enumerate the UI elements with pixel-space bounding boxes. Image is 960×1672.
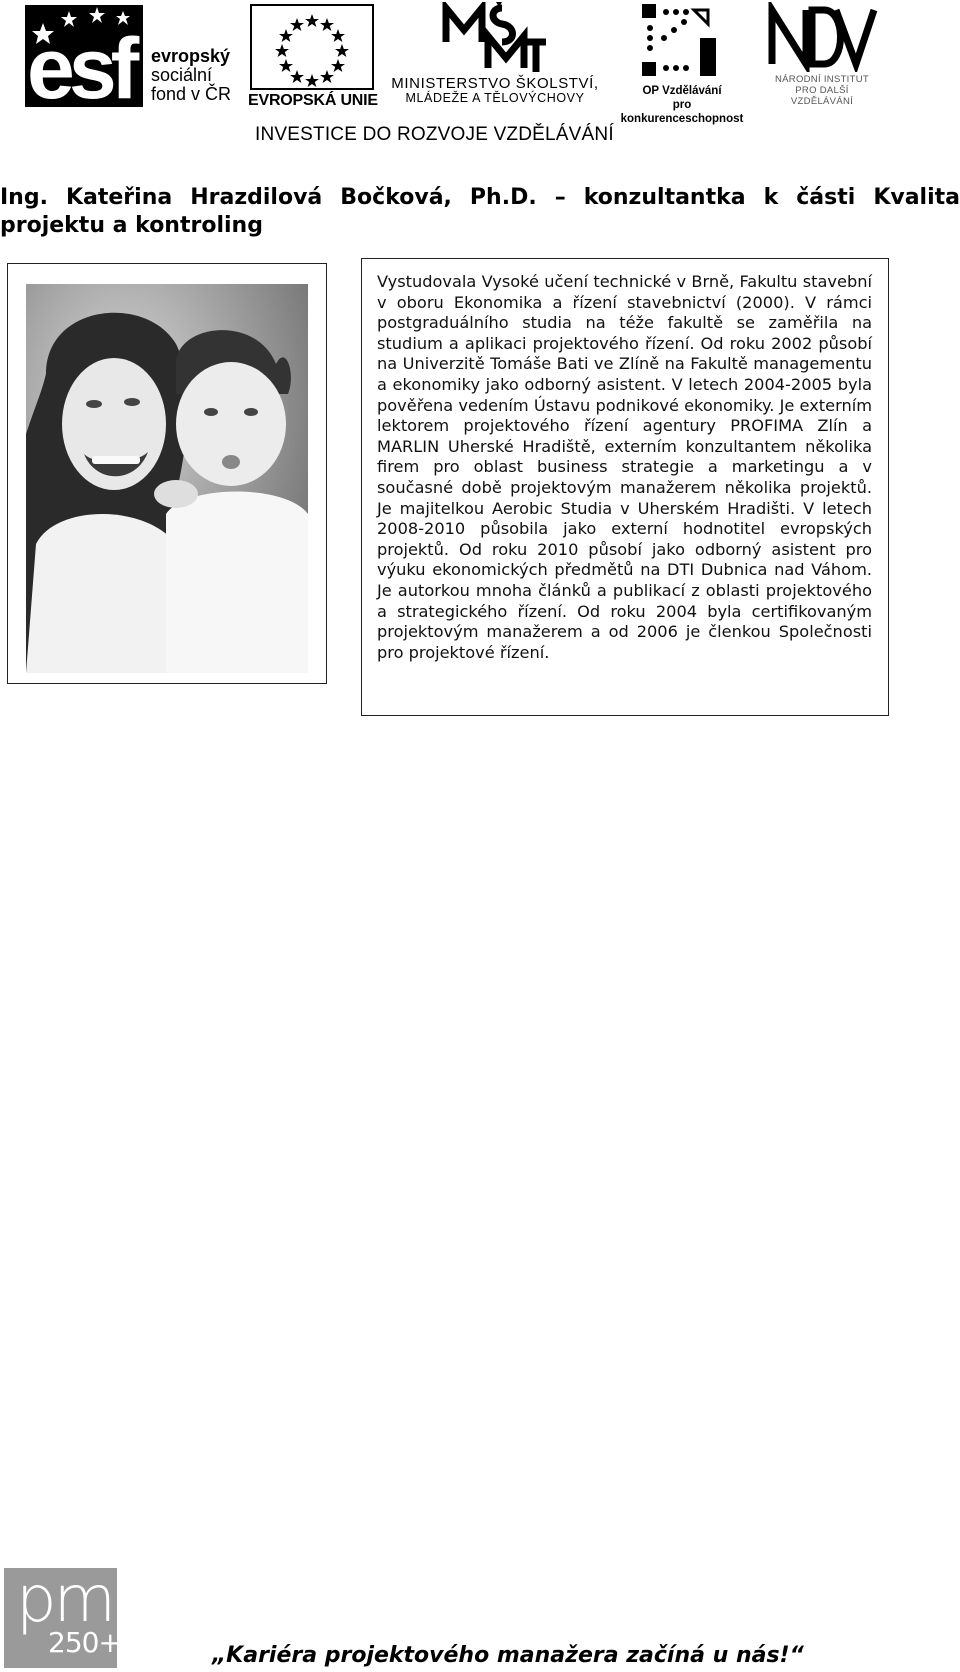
- esf-line-1: evropský: [151, 46, 231, 66]
- msmt-text: [385, 76, 605, 106]
- esf-line-3: fond v ČR: [151, 84, 232, 104]
- footer-motto: „Kariéra projektového manažera začíná u nás!“: [212, 1643, 804, 1668]
- page-title: Ing. Kateřina Hrazdilová Bočková, Ph.D. – konzultantka k části Kvalita projektu a kontroling: [0, 185, 960, 238]
- op-line-1: OP Vzdělávání: [642, 85, 722, 97]
- bio-text: Vystudovala Vysoké učení technické v Brně, Fakultu stavební v oboru Ekonomika a řízení stavebnictví (2000). V rámci postgraduálního studia na téže fakultě se zaměřila na studium a aplikaci projektového řízení. Od roku 2002 působí na Univerzitě Tomáše Bati ve Zlíně na Fakultě managementu a ekonomiky jako odborný asistent. V letech 2004-2005 byla pověřena vedením Ústavu podnikové ekonomiky. Je externím lektorem projektového řízení agentury PROFIMA Zlín a MARLIN Uherské Hradiště, externím konzultantem několika firem pro oblast business strategie a marketingu a v současné době projektovým manažerem několika projektů. Je majitelkou Aerobic Studia v Uherském Hradišti. V letech 2008-2010 působila jako externí hodnotitel evropských projektů. Od roku 2010 působí jako odborný asistent pro výuku ekonomických předmětů na DTI Dubnica nad Váhom. Je autorkou mnoha článků a publikací z oblasti projektového a strategického řízení. Od roku 2004 byla certifikovaným projektovým manažerem a od 2006 je členkou Společnosti pro projektové řízení.: [377, 272, 872, 662]
- nidv-mark-icon: [766, 2, 878, 72]
- msmt-line-1: MINISTERSTVO ŠKOLSTVÍ,: [391, 75, 599, 92]
- portrait-photo: [26, 284, 308, 673]
- photo-frame: [7, 263, 327, 684]
- msmt-logo: [385, 2, 605, 108]
- portrait-image: [26, 284, 308, 673]
- esf-line-2: sociální: [151, 65, 213, 85]
- op-line-2: pro konkurenceschopnost: [620, 99, 744, 125]
- esf-letters: esf: [27, 21, 134, 117]
- op-mark-icon: [642, 4, 718, 78]
- eu-label: EVROPSKÁ UNIE: [248, 92, 378, 109]
- msmt-mark-icon: [440, 2, 550, 74]
- op-text: [612, 84, 752, 126]
- op-logo: [612, 4, 752, 125]
- msmt-line-2: MLÁDEŽE A TĚLOVÝCHOVY: [405, 91, 585, 105]
- pm-logo-number: 250+: [48, 1626, 121, 1659]
- nidv-logo: [762, 2, 882, 108]
- esf-logo: [25, 5, 240, 117]
- eu-logo: [248, 4, 378, 109]
- esf-mark: [25, 5, 143, 117]
- nidv-line-2: PRO DALŠÍ: [795, 85, 849, 96]
- eu-flag: [250, 4, 374, 90]
- pm-logo-text: pm: [16, 1563, 113, 1637]
- tagline: INVESTICE DO ROZVOJE VZDĚLÁVÁNÍ: [255, 124, 614, 145]
- nidv-text: [762, 74, 882, 107]
- nidv-line-3: VZDĚLÁVÁNÍ: [790, 96, 854, 107]
- bio-box: [361, 258, 889, 716]
- nidv-line-1: NÁRODNÍ INSTITUT: [775, 74, 869, 85]
- pm-logo: [4, 1563, 121, 1668]
- esf-text: [151, 47, 231, 104]
- eu-stars-icon: [252, 6, 372, 88]
